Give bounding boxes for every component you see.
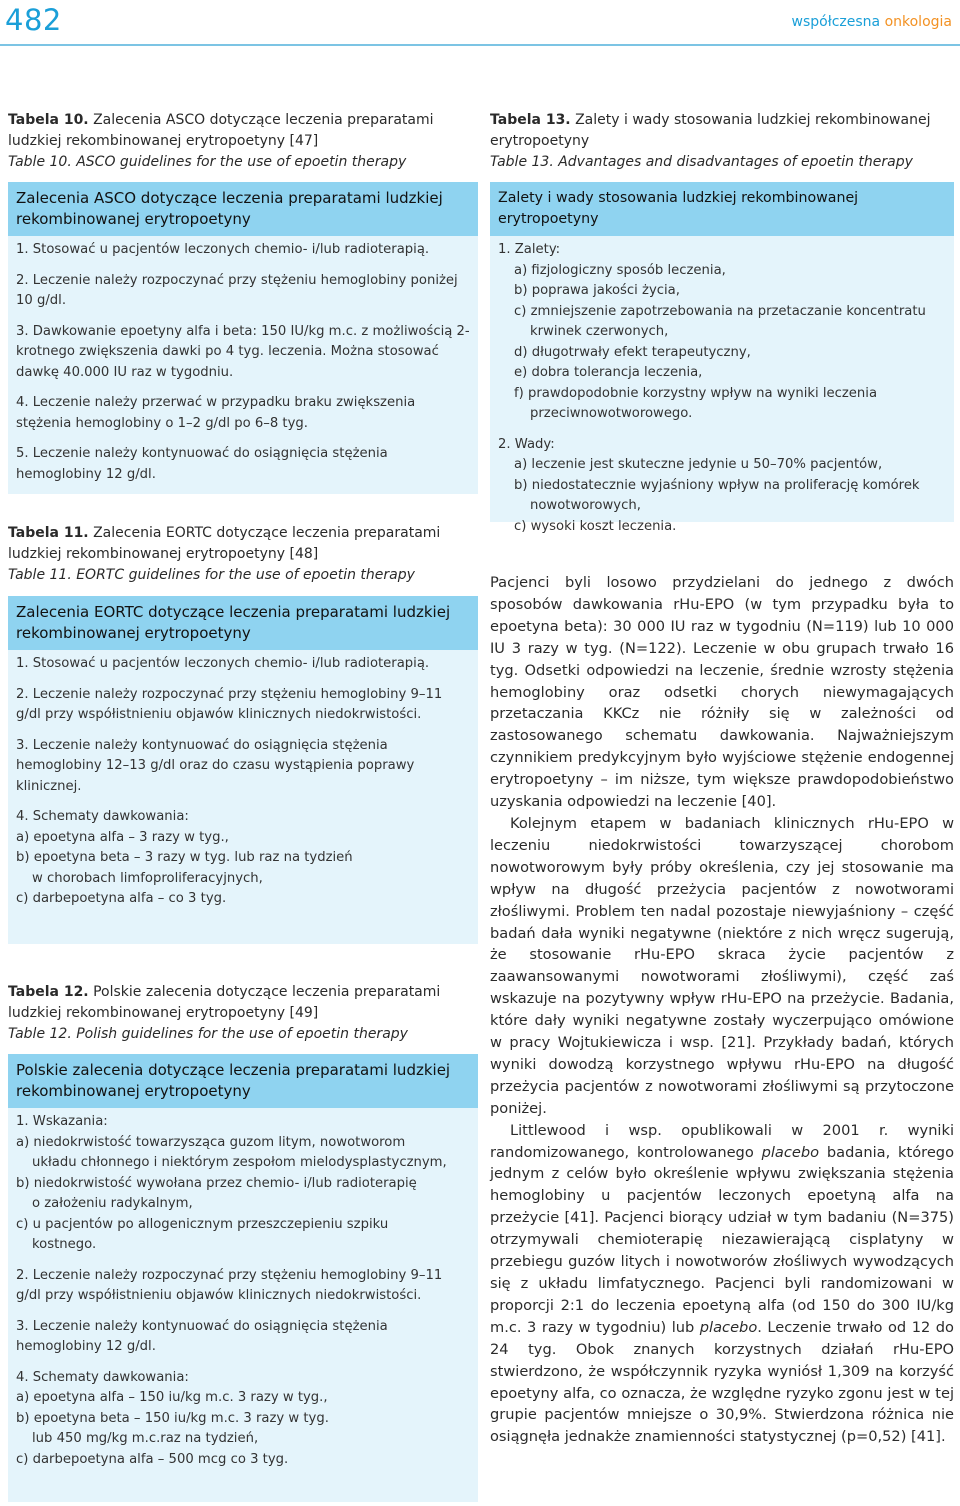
table-11-item-3: 3. Leczenie należy kontynuować do osiągnięcia stężenia hemoglobiny 12–13 g/dl oraz do czasu wystąpienia poprawy klinicznej.: [16, 737, 415, 794]
table-13-item-1-c-cont: krwinek czerwonych,: [530, 324, 669, 339]
table-12-item-4-b: b) epoetyna beta – 150 iu/kg m.c. 3 razy w tyg.: [16, 1410, 329, 1426]
table-13-item-1-f: f) prawdopodobnie korzystny wpływ na wyniki leczenia: [514, 385, 878, 401]
table-12-item-4: [16, 1368, 470, 1471]
table-13-caption-pl: Zalety i wady stosowania ludzkiej rekombinowanej erytropoetyny: [490, 112, 931, 149]
table-13-caption: [490, 110, 954, 173]
table-12-item-1-c: c) u pacjentów po allogenicznym przeszczepieniu szpiku: [16, 1216, 389, 1232]
table-13-caption-en: Table 13. Advantages and disadvantages of epoetin therapy: [490, 154, 913, 170]
table-13-item-1-a: a) fizjologiczny sposób leczenia,: [514, 262, 726, 278]
body-paragraph-3: [490, 1120, 954, 1449]
table-11-caption: [8, 523, 478, 586]
table-13-item-2-c: c) wysoki koszt leczenia.: [514, 518, 677, 534]
body-paragraph-1: Pacjenci byli losowo przydzielani do jednego z dwóch sposobów dawkowania rHu-EPO (w tym przypadku była to epoetyna beta): 30 000 IU raz w tygodniu (N=119) lub 10 000 IU 3 razy w tyg. (N=122). Leczenie w obu grupach trwało 16 tyg. Odsetki odpowiedzi na leczenie, średnie wzrosty stężenia hemoglobiny oraz odsetki chorych niewymagających przetaczania KKCz nie różniły się w zależności od zastosowanego schematu dawkowania. Najważniejszym czynnikiem predykcyjnym było wyjściowe stężenie endogennej erytropoetyny – im niższe, tym większe prawdopodobieństwo uzyskania odpowiedzi na leczenie [40].: [490, 574, 954, 811]
table-12-caption-en: Table 12. Polish guidelines for the use of epoetin therapy: [8, 1026, 408, 1042]
table-11: [8, 596, 478, 944]
table-13-label: Tabela 13.: [490, 112, 571, 128]
table-13-header: Zalety i wady stosowania ludzkiej rekombinowanej erytropoetyny: [490, 182, 954, 236]
body-paragraph-3-part-b: badania, którego jednym z celów było określenie wpływu zwiększania stężenia hemoglobiny u pacjentów leczonych epoetyną alfa na przeżycie [41]. Pacjenci biorący udział w tym badaniu (N=375) otrzymywali chemioterapię niezawierającą cisplatyny w przebiegu guzów litych i nowotworów złośliwych wywodzących się z układu limfatycznego. Pacjenci byli randomizowani w proporcji 2:1 do leczenia epoetyną alfa (od 150 do 300 IU/kg m.c. 3 razy w tygodniu) lub: [490, 1143, 954, 1336]
table-12: [8, 1054, 478, 1502]
table-11-item-4: [16, 807, 470, 910]
journal-name: [792, 14, 952, 30]
table-11-caption-pl: Zalecenia EORTC dotyczące leczenia preparatami ludzkiej rekombinowanej erytropoetyny [48]: [8, 525, 441, 562]
table-12-label: Tabela 12.: [8, 984, 89, 1000]
table-13-item-2-a: a) leczenie jest skuteczne jedynie u 50–70% pacjentów,: [514, 457, 883, 472]
table-10-item-1: 1. Stosować u pacjentów leczonych chemio- i/lub radioterapią.: [16, 242, 430, 257]
table-11-item-4-a: a) epoetyna alfa – 3 razy w tyg.,: [16, 829, 229, 845]
table-13-item-2: [498, 435, 946, 538]
table-13-item-2-b: b) niedostatecznie wyjaśniony wpływ na proliferację komórek: [514, 477, 920, 493]
table-10-item-2: 2. Leczenie należy rozpoczynać przy stężeniu hemoglobiny poniżej 10 g/dl.: [16, 272, 458, 308]
table-11-label: Tabela 11.: [8, 525, 89, 541]
table-13-item-1-c: c) zmniejszenie zapotrzebowania na przetaczanie koncentratu: [514, 303, 926, 319]
table-11-item-1: 1. Stosować u pacjentów leczonych chemio- i/lub radioterapią.: [16, 656, 430, 671]
table-10-label: Tabela 10.: [8, 112, 89, 128]
table-13-item-2-b-cont: nowotworowych,: [530, 498, 641, 513]
table-11-item-4-c: c) darbepoetyna alfa – co 3 tyg.: [16, 891, 227, 906]
table-10-caption-pl: Zalecenia ASCO dotyczące leczenia preparatami ludzkiej rekombinowanej erytropoetyny [47]: [8, 112, 434, 149]
body-text: [490, 572, 954, 1448]
table-12-item-1-a-cont: układu chłonnego i niektórym zespołom mielodysplastycznym,: [32, 1155, 447, 1170]
table-12-item-3: 3. Leczenie należy kontynuować do osiągnięcia stężenia hemoglobiny 12 g/dl.: [16, 1318, 388, 1354]
table-12-body: [8, 1108, 478, 1478]
journal-name-prefix: współczesna: [791, 14, 881, 30]
table-12-caption: [8, 982, 478, 1045]
table-12-item-1-c-cont: kostnego.: [32, 1237, 97, 1252]
page-header: [0, 0, 960, 46]
table-13-item-1: [498, 240, 946, 425]
table-12-caption-pl: Polskie zalecenia dotyczące leczenia preparatami ludzkiej rekombinowanej erytropoetyny [49]: [8, 984, 441, 1021]
table-12-item-1-b: b) niedokrwistość wywołana przez chemio- i/lub radioterapię: [16, 1175, 417, 1191]
body-paragraph-2: Kolejnym etapem w badaniach klinicznych rHu-EPO w leczeniu niedokrwistości towarzyszącej chorobom nowotworowym były próby określenia, czy jej stosowanie ma wpływ na długość przeżycia pacjentów z nowotworami złośliwymi. Problem ten nadal pozostaje niewyjaśniony – część badań dała wyniki negatywne (niektóre z nich wręcz sugerują, że stosowanie rHu-EPO skraca życie pacjentów z zaawansowanymi nowotworami złośliwymi), część zaś wskazuje na pozytywny wpływ rHu-EPO na przeżycie. Badania, które dały wyniki negatywne zostały wyczerpująco omówione w pracy Wojtukiewicza i wsp. [21]. Przykłady badań, których wyniki dowodzą korzystnego wpływu rHu-EPO na długość przeżycia pacjentów z nowotworami złośliwymi są przytoczone poniżej.: [490, 814, 954, 1117]
table-11-item-4-b-cont: w chorobach limfoproliferacyjnych,: [32, 870, 263, 886]
table-12-header: Polskie zalecenia dotyczące leczenia preparatami ludzkiej rekombinowanej erytropoetyny: [8, 1054, 478, 1108]
body-paragraph-3-part-a: Littlewood i wsp. opublikowali w 2001 r. wyniki randomizowanego, kontrolowanego: [490, 1121, 954, 1161]
table-13-item-1-title: 1. Zalety:: [498, 242, 561, 257]
table-10-body: [8, 236, 478, 493]
table-11-body: [8, 650, 478, 918]
table-10-caption: [8, 110, 478, 173]
table-12-item-1-b-cont: o założeniu radykalnym,: [32, 1196, 193, 1211]
page-number: 482: [5, 3, 62, 37]
table-10-caption-en: Table 10. ASCO guidelines for the use of epoetin therapy: [8, 154, 407, 170]
body-placebo-1: placebo: [761, 1143, 820, 1161]
table-11-item-4-b: b) epoetyna beta – 3 razy w tyg. lub raz na tydzień: [16, 850, 353, 865]
table-11-item-2: 2. Leczenie należy rozpoczynać przy stężeniu hemoglobiny 9–11 g/dl przy współistnieniu objawów klinicznych niedokrwistości.: [16, 686, 443, 722]
table-12-item-4-c: c) darbepoetyna alfa – 500 mcg co 3 tyg.: [16, 1451, 289, 1467]
table-11-item-4-title: 4. Schematy dawkowania:: [16, 809, 189, 824]
table-13-item-1-b: b) poprawa jakości życia,: [514, 283, 680, 298]
table-11-caption-en: Table 11. EORTC guidelines for the use of epoetin therapy: [8, 567, 415, 583]
table-13-item-1-d: d) długotrwały efekt terapeutyczny,: [514, 344, 751, 360]
table-10-item-5: 5. Leczenie należy kontynuować do osiągnięcia stężenia hemoglobiny 12 g/dl.: [16, 446, 388, 482]
table-12-item-1: [16, 1112, 470, 1256]
journal-name-accent: onkologia: [884, 14, 952, 30]
table-13-item-1-e: e) dobra tolerancja leczenia,: [514, 365, 703, 380]
table-10-header: Zalecenia ASCO dotyczące leczenia preparatami ludzkiej rekombinowanej erytropoetyny: [8, 182, 478, 236]
table-12-item-2: 2. Leczenie należy rozpoczynać przy stężeniu hemoglobiny 9–11 g/dl przy współistnieniu objawów klinicznych niedokrwistości.: [16, 1267, 443, 1303]
table-12-item-1-title: 1. Wskazania:: [16, 1114, 108, 1129]
table-10-item-4: 4. Leczenie należy przerwać w przypadku braku zwiększenia stężenia hemoglobiny o 1–2 g/dl po 6–8 tyg.: [16, 395, 416, 431]
table-13: [490, 182, 954, 534]
table-12-item-4-b-cont: lub 450 mg/kg m.c.raz na tydzień,: [32, 1431, 259, 1446]
table-12-item-1-a: a) niedokrwistość towarzysząca guzom litym, nowotworom: [16, 1134, 406, 1150]
table-10-item-3: 3. Dawkowanie epoetyny alfa i beta: 150 IU/kg m.c. z możliwością 2-krotnego zwiększenia dawki po 4 tyg. leczenia. Można stosować dawkę 40.000 IU raz w tygodniu.: [16, 323, 470, 380]
table-11-header: Zalecenia EORTC dotyczące leczenia preparatami ludzkiej rekombinowanej erytropoetyny: [8, 596, 478, 650]
table-13-item-1-f-cont: przeciwnowotworowego.: [530, 406, 693, 421]
table-10: [8, 182, 478, 494]
table-12-item-4-title: 4. Schematy dawkowania:: [16, 1369, 189, 1385]
table-13-body: [490, 236, 954, 545]
body-paragraph-3-part-c: . Leczenie trwało od 12 do 24 tyg. Obok znanych korzystnych działań rHu-EPO stwierdzono, że współczynnik ryzyka wyniósł 1,309 na korzyść epoetyny alfa, co oznacza, że względne ryzyko zgonu jest w tej grupie pacjentów mniejsze o 30,9%. Stwierdzona różnica nie osiągnęła jednakże znamienności statystycznej (p=0,52) [41].: [490, 1318, 954, 1446]
table-12-item-4-a: a) epoetyna alfa – 150 iu/kg m.c. 3 razy w tyg.,: [16, 1390, 328, 1405]
body-placebo-2: placebo: [699, 1318, 758, 1336]
table-13-item-2-title: 2. Wady:: [498, 436, 555, 452]
